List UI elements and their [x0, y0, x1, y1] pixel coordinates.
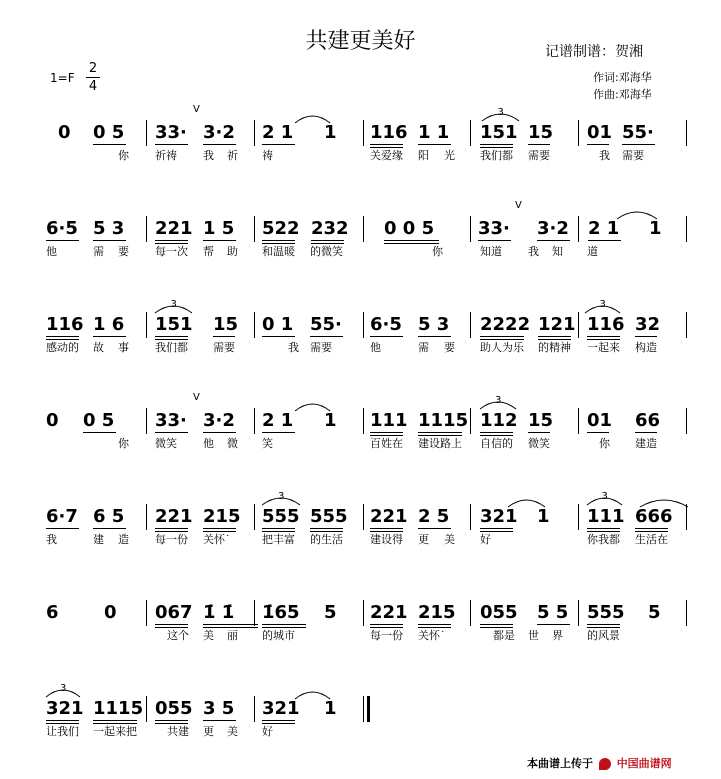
lyric-syllable: 祈祷 [155, 149, 177, 162]
triplet-number: 3 [278, 491, 285, 502]
lyric-syllable: 要 [444, 341, 455, 354]
lyric-syllable: 我们都 [155, 341, 188, 354]
note-group: 55· [310, 314, 342, 335]
note-group: 3·2 [203, 122, 235, 143]
lyric-syllable: 光 [444, 149, 455, 162]
note-group: 1̇ 1̇ [203, 602, 235, 623]
triplet-number: 3 [599, 299, 606, 310]
note-group: 555 [310, 506, 348, 527]
lyric-syllable: 好 [480, 533, 491, 546]
lyric-syllable: 你 [432, 245, 443, 258]
lyric-syllable: 他 [46, 245, 57, 258]
lyric-syllable: 他 [370, 341, 381, 354]
lyric-syllable: 你 [599, 437, 610, 450]
lyric-syllable: 关爱缘 [370, 149, 403, 162]
lyric-syllable: 微笑 [155, 437, 177, 450]
note-group: 666 [635, 506, 673, 527]
lyric-syllable: 美 [444, 533, 455, 546]
lyric-syllable: 更 [203, 725, 214, 738]
note-group: 5 5 [537, 602, 569, 623]
note-group: 5 [648, 602, 661, 623]
footer-text: 本曲谱上传于 [527, 757, 593, 770]
note-group: 1 1 [418, 122, 450, 143]
note-group: 0 [104, 602, 117, 623]
tie-slur [295, 404, 330, 411]
lyric-syllable: 建 [93, 533, 104, 546]
note-group: 055 [480, 602, 518, 623]
breath-mark: V [193, 104, 200, 115]
note-group: 2222 [480, 314, 531, 335]
note-group: 2 1 [262, 410, 294, 431]
lyric-syllable: 关怀˙ [203, 533, 231, 546]
key-signature: 1=F [50, 71, 75, 85]
lyric-syllable: 我 [288, 341, 299, 354]
note-group: 1 [324, 410, 337, 431]
triplet-number: 3 [495, 395, 502, 406]
note-group: 321 [480, 506, 518, 527]
lyric-syllable: 的风景 [587, 629, 620, 642]
lyric-syllable: 需 [93, 245, 104, 258]
breath-mark: V [193, 392, 200, 403]
lyric-syllable: 他 [203, 437, 214, 450]
note-group: 1 [649, 218, 662, 239]
site-name: 中国曲谱网 [616, 757, 672, 770]
note-group: 0 [58, 122, 71, 143]
note-group: 2 5 [418, 506, 450, 527]
lyric-syllable: 百姓在 [370, 437, 403, 450]
lyric-syllable: 故 [93, 341, 104, 354]
note-group: 221 [155, 506, 193, 527]
tie-slur [295, 116, 330, 123]
note-group: 116 [370, 122, 408, 143]
note-group: 6·7 [46, 506, 78, 527]
lyric-syllable: 我 [203, 149, 214, 162]
note-group: 215 [203, 506, 241, 527]
note-group: 0 0 5 [384, 218, 435, 239]
note-group: 321 [46, 698, 84, 719]
note-group: 321 [262, 698, 300, 719]
note-group: 555 [262, 506, 300, 527]
lyric-syllable: 每一次 [155, 245, 188, 258]
lyric-syllable: 的生活 [310, 533, 343, 546]
lyric-syllable: 的城市 [262, 629, 295, 642]
lyric-syllable: 把丰富 [262, 533, 295, 546]
lyric-syllable: 建造 [635, 437, 657, 450]
note-group: 067 [155, 602, 193, 623]
triplet-number: 3 [497, 107, 504, 118]
lyric-syllable: 界 [552, 629, 563, 642]
lyric-syllable: 需 [418, 341, 429, 354]
lyric-syllable: 的微笑 [310, 245, 343, 258]
note-group: 111 [370, 410, 408, 431]
note-group: 5 3 [418, 314, 450, 335]
lyric-syllable: 自信的 [480, 437, 513, 450]
lyric-syllable: 的精神 [538, 341, 571, 354]
lyric-syllable: 我 [599, 149, 610, 162]
note-group: 33· [155, 410, 187, 431]
note-group: 1̇65 [262, 602, 300, 623]
lyric-syllable: 一起来把 [93, 725, 137, 738]
lyric-syllable: 生活在 [635, 533, 668, 546]
note-group: 116 [587, 314, 625, 335]
lyric-syllable: 和温暖 [262, 245, 295, 258]
note-group: 66 [635, 410, 661, 431]
lyric-syllable: 祷 [262, 149, 273, 162]
note-group: 1 6 [93, 314, 125, 335]
lyric-syllable: 我们都 [480, 149, 513, 162]
time-signature-denominator: 4 [88, 79, 98, 94]
lyric-syllable: 好 [262, 725, 273, 738]
note-group: 15 [528, 122, 554, 143]
lyric-syllable: 帮 [203, 245, 214, 258]
note-group: 221 [370, 602, 408, 623]
lyric-syllable: 这个 [167, 629, 189, 642]
lyric-syllable: 更 [418, 533, 429, 546]
lyric-syllable: 微 [227, 437, 238, 450]
note-group: 33· [155, 122, 187, 143]
tie-slur [508, 500, 545, 507]
note-group: 1 [537, 506, 550, 527]
note-group: 555 [587, 602, 625, 623]
note-group: 0 [46, 410, 59, 431]
lyric-syllable: 每一份 [370, 629, 403, 642]
lyric-syllable: 关怀˙ [418, 629, 446, 642]
note-group: 0 1 [262, 314, 294, 335]
note-group: 1 [324, 122, 337, 143]
note-group: 1 [324, 698, 337, 719]
note-group: 0 5 [83, 410, 115, 431]
lyric-syllable: 构造 [635, 341, 657, 354]
note-group: 0 5 [93, 122, 125, 143]
note-group: 3 5 [203, 698, 235, 719]
lyric-syllable: 让我们 [46, 725, 79, 738]
note-group: 6·5 [370, 314, 402, 335]
note-group: 5 [324, 602, 337, 623]
note-group: 221 [370, 506, 408, 527]
note-group: 121 [538, 314, 576, 335]
lyric-syllable: 知道 [480, 245, 502, 258]
lyric-syllable: 微笑 [528, 437, 550, 450]
note-group: 01 [587, 122, 613, 143]
lyric-syllable: 我 [528, 245, 539, 258]
lyric-syllable: 美 [227, 725, 238, 738]
time-signature-numerator: 2 [86, 60, 100, 78]
lyric-syllable: 每一份 [155, 533, 188, 546]
composer-credit: 作曲:邓海华 [593, 88, 652, 101]
note-group: 32 [635, 314, 661, 335]
lyric-syllable: 共建 [167, 725, 189, 738]
note-group: 6 5 [93, 506, 125, 527]
lyric-syllable: 你 [118, 437, 129, 450]
note-group: 151 [480, 122, 518, 143]
triplet-number: 3 [601, 491, 608, 502]
lyric-syllable: 助 [227, 245, 238, 258]
tie-slur [295, 692, 330, 699]
breath-mark: V [515, 200, 522, 211]
lyric-syllable: 需要 [622, 149, 644, 162]
note-group: 3·2 [537, 218, 569, 239]
triplet-number: 3 [170, 299, 177, 310]
lyric-syllable: 祈 [227, 149, 238, 162]
lyricist-credit: 作词:邓海华 [593, 71, 652, 84]
note-group: 6 [46, 602, 59, 623]
note-group: 15 [213, 314, 239, 335]
lyric-syllable: 你 [118, 149, 129, 162]
note-group: 3·2 [203, 410, 235, 431]
note-group: 01 [587, 410, 613, 431]
triplet-number: 3 [60, 683, 67, 694]
note-group: 2 1 [262, 122, 294, 143]
song-title: 共建更美好 [305, 29, 416, 54]
lyric-syllable: 要 [118, 245, 129, 258]
note-group: 1115 [418, 410, 469, 431]
transcriber-credit: 记谱制谱：贺湘 [545, 44, 643, 60]
note-group: 15 [528, 410, 554, 431]
lyric-syllable: 需要 [310, 341, 332, 354]
lyric-syllable: 都是 [493, 629, 515, 642]
note-group: 232 [311, 218, 349, 239]
lyric-syllable: 一起来 [587, 341, 620, 354]
lyric-syllable: 道 [587, 245, 598, 258]
note-group: 1 5 [203, 218, 235, 239]
note-group: 112 [480, 410, 518, 431]
lyric-syllable: 需要 [528, 149, 550, 162]
lyric-syllable: 助人为乐 [480, 341, 524, 354]
lyric-syllable: 丽 [227, 629, 238, 642]
lyric-syllable: 你我都 [587, 533, 620, 546]
tie-slur [640, 500, 688, 507]
tie-slur [617, 212, 657, 219]
note-group: 221 [155, 218, 193, 239]
lyric-syllable: 我 [46, 533, 57, 546]
lyric-syllable: 建设路上 [418, 437, 462, 450]
lyric-syllable: 事 [118, 341, 129, 354]
lyric-syllable: 世 [528, 629, 539, 642]
lyric-syllable: 需要 [213, 341, 235, 354]
note-group: 55· [622, 122, 654, 143]
lyric-syllable: 笑 [262, 437, 273, 450]
note-group: 1115 [93, 698, 144, 719]
lyric-syllable: 感动的 [46, 341, 79, 354]
note-group: 111 [587, 506, 625, 527]
note-group: 215 [418, 602, 456, 623]
note-group: 5 3 [93, 218, 125, 239]
lyric-syllable: 造 [118, 533, 129, 546]
lyric-syllable: 建设得 [370, 533, 403, 546]
note-group: 151 [155, 314, 193, 335]
lyric-syllable: 美 [203, 629, 214, 642]
note-group: 116 [46, 314, 84, 335]
note-group: 6·5 [46, 218, 78, 239]
note-group: 2 1 [588, 218, 620, 239]
note-group: 055 [155, 698, 193, 719]
lyric-syllable: 阳 [418, 149, 429, 162]
note-group: 33· [478, 218, 510, 239]
note-group: 522 [262, 218, 300, 239]
lyric-syllable: 知 [552, 245, 563, 258]
